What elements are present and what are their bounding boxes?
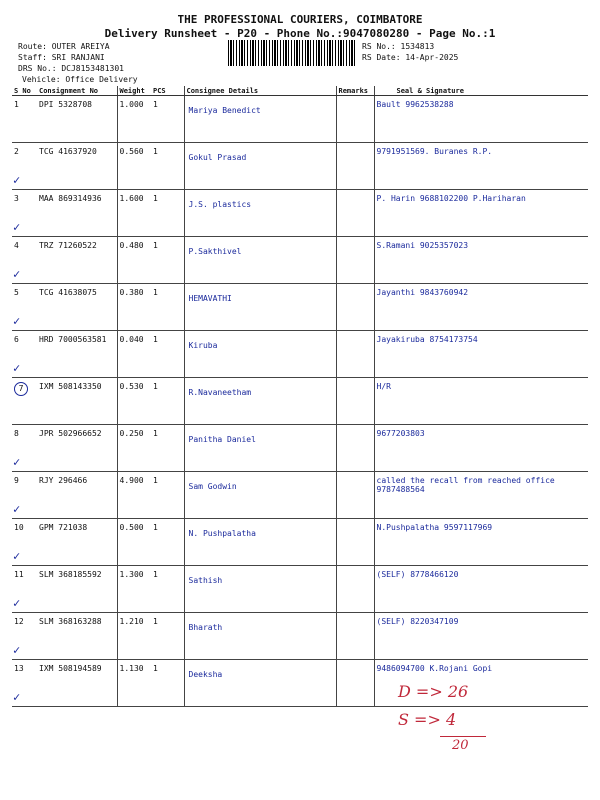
row-weight: 1.210: [117, 613, 151, 660]
check-mark-icon: ✓: [13, 596, 21, 610]
table-row: [12, 519, 588, 566]
row-sno: 1: [12, 96, 37, 143]
row-consignment-no: MAA 869314936: [37, 190, 117, 237]
row-remarks: [336, 519, 374, 566]
row-consignee: Panitha Daniel: [184, 425, 336, 472]
row-weight: 0.530: [117, 378, 151, 425]
col-header-remarks: Remarks: [336, 86, 374, 96]
row-weight: 1.600: [117, 190, 151, 237]
row-pcs: 1: [151, 190, 184, 237]
staff-label: Staff: SRI RANJANI: [18, 53, 105, 62]
vehicle-label: Vehicle: Office Delivery: [22, 75, 138, 84]
table-row: [12, 660, 588, 707]
row-sno-circled: 7: [14, 382, 28, 396]
row-sno: 6 ✓: [12, 331, 37, 378]
row-signature: (SELF) 8778466120: [374, 566, 588, 613]
runsheet-subtitle: Delivery Runsheet - P20 - Phone No.:9047080280 - Page No.:1: [104, 27, 496, 40]
col-header-consignment-no: Consignment No: [37, 86, 117, 96]
row-consignment-no: JPR 502966652: [37, 425, 117, 472]
col-header-weight: Weight: [117, 86, 151, 96]
table-row: [12, 378, 588, 425]
row-sno: 5 ✓: [12, 284, 37, 331]
row-signature: Jayanthi 9843760942: [374, 284, 588, 331]
row-consignment-no: SLM 368185592: [37, 566, 117, 613]
table-row: [12, 472, 588, 519]
check-mark-icon: ✓: [13, 549, 21, 563]
row-signature: N.Pushpalatha 9597117969: [374, 519, 588, 566]
row-pcs: 1: [151, 378, 184, 425]
row-signature: Bault 9962538288: [374, 96, 588, 143]
summary-total: 20: [452, 738, 469, 753]
col-header-sno: S No: [12, 86, 37, 96]
row-sno: 12 ✓: [12, 613, 37, 660]
row-sno: 8 ✓: [12, 425, 37, 472]
summary-delivered: D => 26: [398, 682, 469, 701]
row-consignee: Sathish: [184, 566, 336, 613]
row-remarks: [336, 613, 374, 660]
row-consignee: Kiruba: [184, 331, 336, 378]
row-signature: (SELF) 8220347109: [374, 613, 588, 660]
check-mark-icon: ✓: [13, 361, 21, 375]
row-pcs: 1: [151, 472, 184, 519]
row-consignee: N. Pushpalatha: [184, 519, 336, 566]
row-sno: 10 ✓: [12, 519, 37, 566]
drs-label: DRS No.: DCJ8153481301: [18, 64, 124, 73]
row-signature: S.Ramani 9025357023: [374, 237, 588, 284]
row-pcs: 1: [151, 613, 184, 660]
row-signature: P. Harin 9688102200 P.Hariharan: [374, 190, 588, 237]
row-weight: 1.300: [117, 566, 151, 613]
row-consignee: Sam Godwin: [184, 472, 336, 519]
row-pcs: 1: [151, 566, 184, 613]
col-header-pcs: PCS: [151, 86, 184, 96]
row-weight: 0.380: [117, 284, 151, 331]
row-weight: 1.130: [117, 660, 151, 707]
table-row: [12, 425, 588, 472]
row-consignment-no: TCG 41638075: [37, 284, 117, 331]
row-consignment-no: HRD 7000563581: [37, 331, 117, 378]
row-sno: 4 ✓: [12, 237, 37, 284]
row-pcs: 1: [151, 331, 184, 378]
runsheet-table: [12, 86, 588, 707]
row-consignment-no: DPI 5328708: [37, 96, 117, 143]
row-consignment-no: TCG 41637920: [37, 143, 117, 190]
row-signature: 9677203803: [374, 425, 588, 472]
row-consignee: Bharath: [184, 613, 336, 660]
check-mark-icon: ✓: [13, 502, 21, 516]
row-consignee: R.Navaneetham: [184, 378, 336, 425]
row-remarks: [336, 566, 374, 613]
row-consignee: Gokul Prasad: [184, 143, 336, 190]
check-mark-icon: ✓: [13, 690, 21, 704]
row-consignment-no: IXM 508194589: [37, 660, 117, 707]
row-remarks: [336, 284, 374, 331]
row-consignee: J.S. plastics: [184, 190, 336, 237]
table-row: [12, 143, 588, 190]
row-pcs: 1: [151, 284, 184, 331]
table-row: [12, 566, 588, 613]
summary-self: S => 4: [398, 710, 457, 729]
check-mark-icon: ✓: [13, 455, 21, 469]
table-row: [12, 284, 588, 331]
check-mark-icon: ✓: [13, 314, 21, 328]
rs-date: RS Date: 14-Apr-2025: [362, 53, 459, 62]
row-consignee: P.Sakthivel: [184, 237, 336, 284]
row-weight: 0.250: [117, 425, 151, 472]
row-signature: 9791951569. Buranes R.P.: [374, 143, 588, 190]
check-mark-icon: ✓: [13, 643, 21, 657]
table-row: [12, 190, 588, 237]
row-weight: 0.480: [117, 237, 151, 284]
row-signature: called the recall from reached office 9787488564: [374, 472, 588, 519]
row-consignment-no: GPM 721038: [37, 519, 117, 566]
check-mark-icon: ✓: [13, 267, 21, 281]
table-row: [12, 96, 588, 143]
row-consignee: Deeksha: [184, 660, 336, 707]
row-weight: 4.900: [117, 472, 151, 519]
row-remarks: [336, 237, 374, 284]
row-consignment-no: RJY 296466: [37, 472, 117, 519]
barcode: [228, 40, 356, 66]
row-sno: 9 ✓: [12, 472, 37, 519]
table-row: [12, 331, 588, 378]
row-pcs: 1: [151, 96, 184, 143]
row-weight: 0.040: [117, 331, 151, 378]
row-pcs: 1: [151, 143, 184, 190]
row-pcs: 1: [151, 237, 184, 284]
row-remarks: [336, 143, 374, 190]
row-sno: 11 ✓: [12, 566, 37, 613]
row-weight: 0.500: [117, 519, 151, 566]
table-header-row: [12, 86, 588, 96]
row-remarks: [336, 96, 374, 143]
row-consignee: HEMAVATHI: [184, 284, 336, 331]
row-consignment-no: TRZ 71260522: [37, 237, 117, 284]
check-mark-icon: ✓: [13, 173, 21, 187]
row-remarks: [336, 472, 374, 519]
row-consignment-no: SLM 368163288: [37, 613, 117, 660]
row-weight: 1.000: [117, 96, 151, 143]
col-header-signature: Seal & Signature: [374, 86, 588, 96]
check-mark-icon: ✓: [13, 220, 21, 234]
route-label: Route: OUTER AREIYA: [18, 42, 110, 51]
row-consignment-no: IXM 508143350: [37, 378, 117, 425]
row-pcs: 1: [151, 660, 184, 707]
row-pcs: 1: [151, 519, 184, 566]
table-row: [12, 613, 588, 660]
col-header-consignee: Consignee Details: [184, 86, 336, 96]
row-weight: 0.560: [117, 143, 151, 190]
row-sno: 3 ✓: [12, 190, 37, 237]
row-remarks: [336, 331, 374, 378]
runsheet-title: THE PROFESSIONAL COURIERS, COIMBATORE: [177, 13, 423, 26]
row-signature: H/R: [374, 378, 588, 425]
row-signature: Jayakiruba 8754173754: [374, 331, 588, 378]
row-sno: 2 ✓: [12, 143, 37, 190]
row-sno: [12, 378, 37, 425]
table-row: [12, 237, 588, 284]
row-consignee: Mariya Benedict: [184, 96, 336, 143]
rs-number: RS No.: 1534813: [362, 42, 435, 51]
summary-divider: [440, 736, 486, 737]
row-pcs: 1: [151, 425, 184, 472]
row-remarks: [336, 660, 374, 707]
row-remarks: [336, 378, 374, 425]
row-remarks: [336, 190, 374, 237]
row-signature: 9486094700 K.Rojani Gopi: [374, 660, 588, 707]
row-sno: 13 ✓: [12, 660, 37, 707]
row-remarks: [336, 425, 374, 472]
